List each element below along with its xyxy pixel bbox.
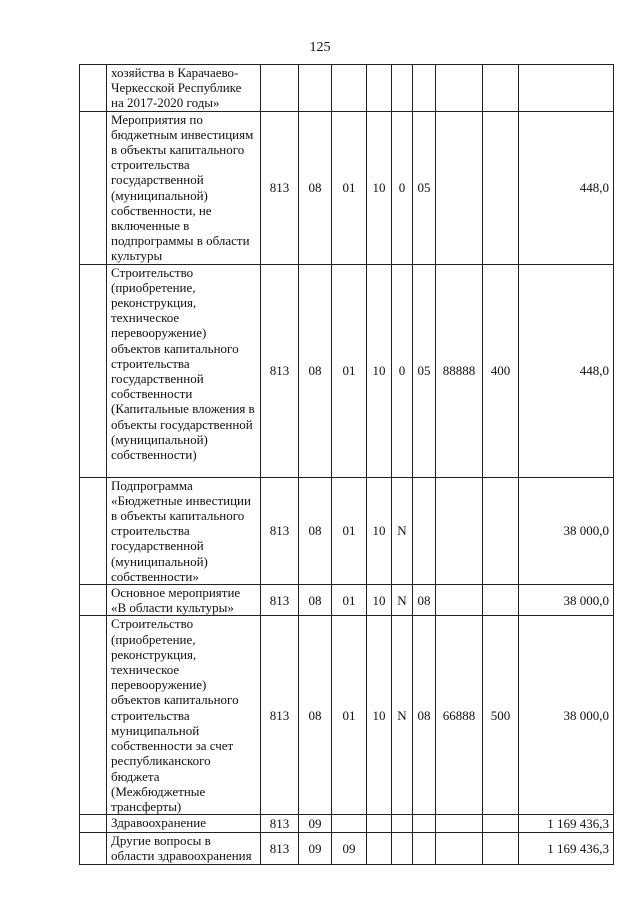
row-grbs-cell: 813 (261, 264, 299, 477)
row-index-cell (80, 815, 107, 833)
row-amount-cell: 1 169 436,3 (519, 815, 614, 833)
table-row (80, 833, 614, 864)
row-subprogram-cell: N (392, 585, 413, 616)
row-rz-cell: 08 (299, 585, 332, 616)
row-code-cell: 88888 (436, 264, 483, 477)
row-index-cell (80, 264, 107, 477)
row-index-cell (80, 477, 107, 584)
row-index-cell (80, 616, 107, 815)
row-amount-cell: 448,0 (519, 264, 614, 477)
row-code-cell (436, 477, 483, 584)
row-rz-cell: 09 (299, 815, 332, 833)
row-name-cell: Мероприятия по бюджетным инвестициям в объекты капитального строительства государственной (муниципальной) собственности, не включенные в подпрограммы в области культуры (107, 111, 261, 264)
row-code-cell (436, 111, 483, 264)
row-program-cell: 10 (367, 111, 392, 264)
row-index-cell (80, 111, 107, 264)
row-subprogram-cell (392, 833, 413, 864)
row-grbs-cell: 813 (261, 833, 299, 864)
row-index-cell (80, 65, 107, 112)
row-vr-cell (483, 585, 519, 616)
row-rz-cell: 08 (299, 616, 332, 815)
row-pr-cell: 01 (332, 616, 367, 815)
row-subprogram-cell: 0 (392, 264, 413, 477)
row-grbs-cell: 813 (261, 585, 299, 616)
row-vr-cell: 500 (483, 616, 519, 815)
row-subprogram-cell (392, 65, 413, 112)
row-direction-cell (413, 833, 436, 864)
row-subprogram-cell (392, 815, 413, 833)
row-name-cell: Основное мероприятие «В области культуры» (107, 585, 261, 616)
row-name-cell: Другие вопросы в области здравоохранения (107, 833, 261, 864)
row-direction-cell (413, 815, 436, 833)
row-subprogram-cell: N (392, 477, 413, 584)
table-row (80, 264, 614, 477)
row-pr-cell: 01 (332, 264, 367, 477)
row-subprogram-cell: N (392, 616, 413, 815)
row-name-cell: Здравоохранение (107, 815, 261, 833)
page-number: 125 (309, 40, 331, 55)
row-program-cell: 10 (367, 264, 392, 477)
table-row (80, 65, 614, 112)
row-program-cell: 10 (367, 616, 392, 815)
row-direction-cell (413, 477, 436, 584)
row-name-cell: Строительство (приобретение, реконструкция, техническое перевооружение) объектов капитального строительства государственной собственности (Капитальные вложения в объекты государственной (муниципальной) собственности) (107, 264, 261, 477)
row-grbs-cell: 813 (261, 616, 299, 815)
row-direction-cell: 08 (413, 585, 436, 616)
budget-table (79, 64, 614, 865)
row-rz-cell: 09 (299, 833, 332, 864)
row-code-cell (436, 585, 483, 616)
row-direction-cell: 05 (413, 264, 436, 477)
row-program-cell: 10 (367, 477, 392, 584)
row-vr-cell (483, 477, 519, 584)
row-subprogram-cell: 0 (392, 111, 413, 264)
row-index-cell (80, 585, 107, 616)
row-amount-cell: 38 000,0 (519, 477, 614, 584)
row-program-cell: 10 (367, 585, 392, 616)
row-rz-cell (299, 65, 332, 112)
row-name-cell: Подпрограмма «Бюджетные инвестиции в объекты капитального строительства государственной (муниципальной) собственности» (107, 477, 261, 584)
row-pr-cell (332, 65, 367, 112)
row-code-cell: 66888 (436, 616, 483, 815)
row-code-cell (436, 815, 483, 833)
row-vr-cell (483, 111, 519, 264)
table-row (80, 477, 614, 584)
row-amount-cell: 448,0 (519, 111, 614, 264)
row-direction-cell: 05 (413, 111, 436, 264)
row-direction-cell (413, 65, 436, 112)
row-rz-cell: 08 (299, 477, 332, 584)
row-amount-cell: 38 000,0 (519, 585, 614, 616)
row-index-cell (80, 833, 107, 864)
row-amount-cell (519, 65, 614, 112)
row-amount-cell: 1 169 436,3 (519, 833, 614, 864)
row-code-cell (436, 833, 483, 864)
row-vr-cell (483, 833, 519, 864)
row-pr-cell: 01 (332, 111, 367, 264)
row-pr-cell: 09 (332, 833, 367, 864)
row-rz-cell: 08 (299, 264, 332, 477)
row-rz-cell: 08 (299, 111, 332, 264)
table-row (80, 585, 614, 616)
row-program-cell (367, 833, 392, 864)
row-grbs-cell: 813 (261, 477, 299, 584)
row-grbs-cell: 813 (261, 815, 299, 833)
row-program-cell (367, 815, 392, 833)
row-name-cell: хозяйства в Карачаево-Черкесской Республике на 2017-2020 годы» (107, 65, 261, 112)
row-program-cell (367, 65, 392, 112)
table-body (80, 65, 614, 865)
row-vr-cell: 400 (483, 264, 519, 477)
row-pr-cell (332, 815, 367, 833)
row-grbs-cell (261, 65, 299, 112)
row-pr-cell: 01 (332, 585, 367, 616)
table-row (80, 111, 614, 264)
row-pr-cell: 01 (332, 477, 367, 584)
row-amount-cell: 38 000,0 (519, 616, 614, 815)
row-name-cell: Строительство (приобретение, реконструкция, техническое перевооружение) объектов капитального строительства муниципальной собственности за счет республиканского бюджета (Межбюджетные трансферты) (107, 616, 261, 815)
table-row (80, 815, 614, 833)
row-code-cell (436, 65, 483, 112)
row-direction-cell: 08 (413, 616, 436, 815)
row-grbs-cell: 813 (261, 111, 299, 264)
row-vr-cell (483, 815, 519, 833)
row-vr-cell (483, 65, 519, 112)
table-row (80, 616, 614, 815)
